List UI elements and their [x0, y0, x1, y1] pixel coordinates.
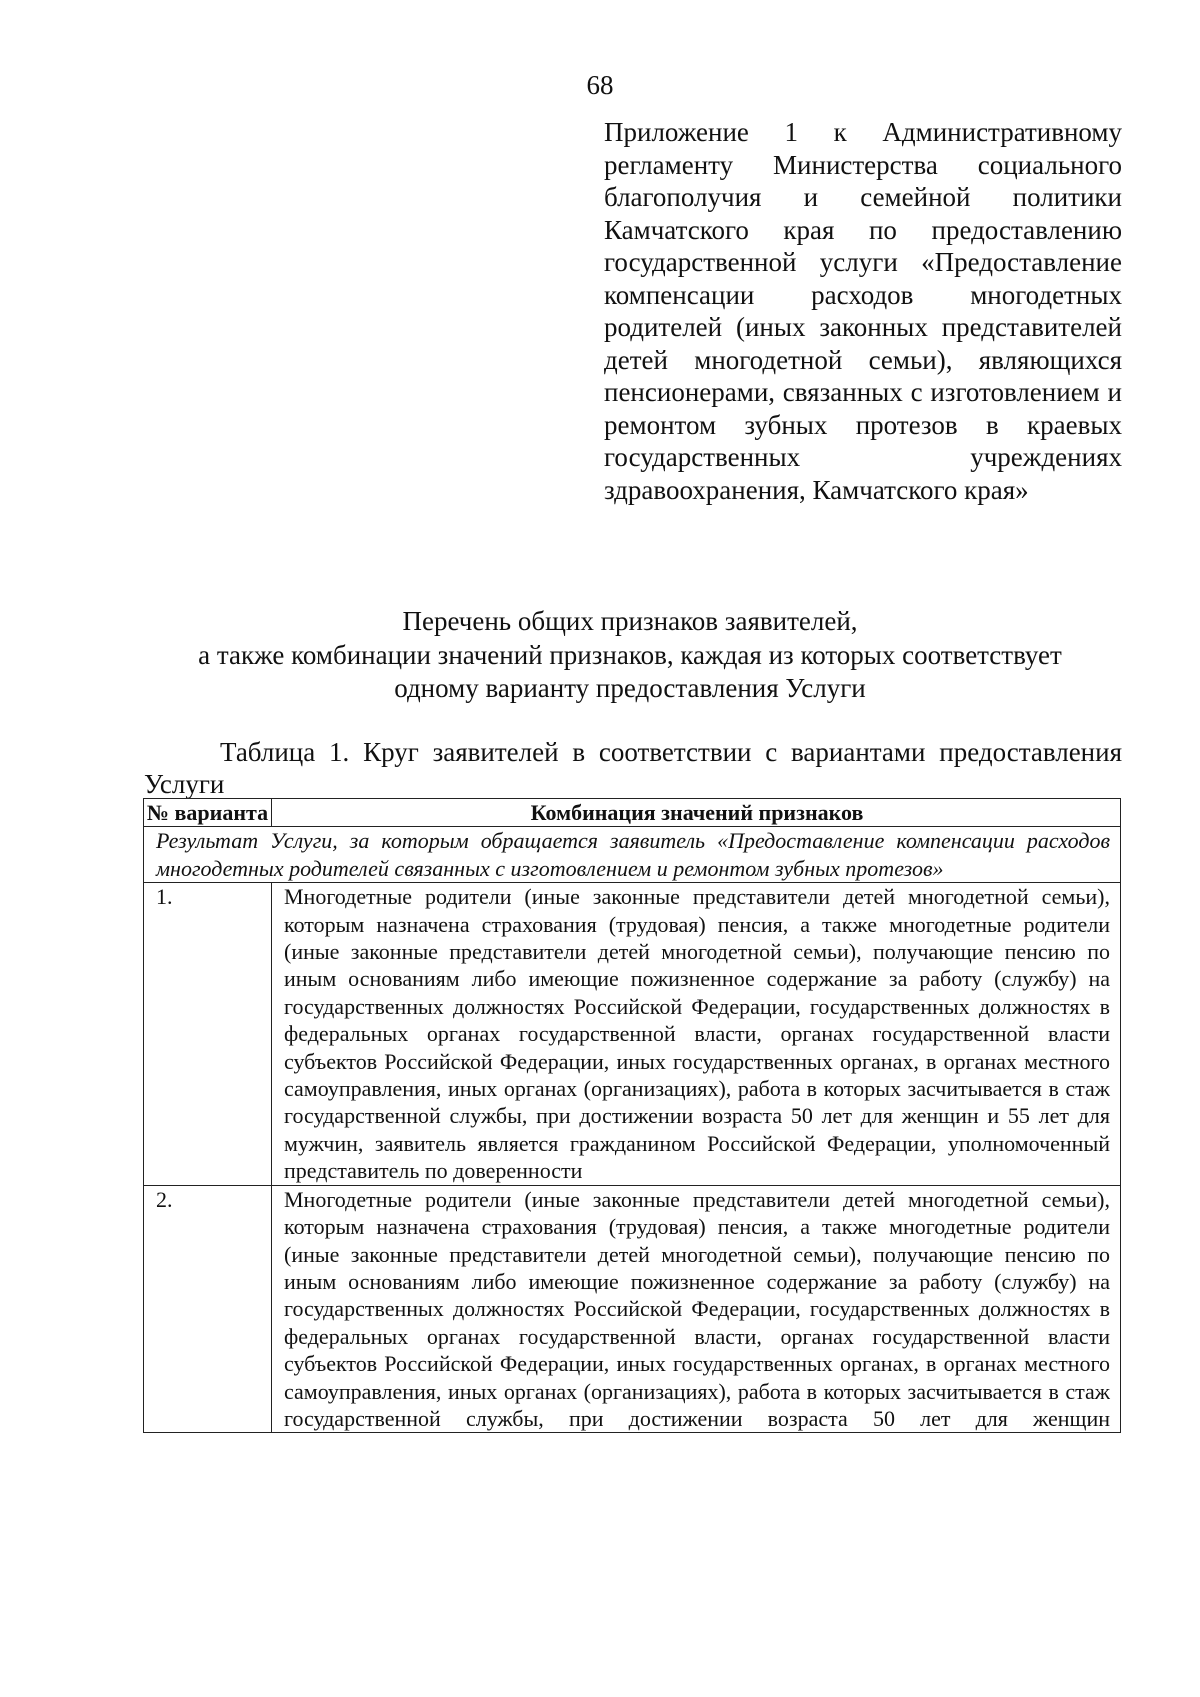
heading-line: Перечень общих признаков заявителей, [402, 606, 858, 636]
table-header-row [144, 799, 1121, 827]
heading-line: одному варианту предоставления Услуги [394, 673, 866, 703]
heading-line: а также комбинации значений признаков, каждая из которых соответствует [198, 639, 1062, 670]
header-variant-number: № варианта [144, 799, 272, 827]
variant-criteria: Многодетные родители (иные законные представители детей многодетной семьи), которым назначена страхования (трудовая) пенсия, а также многодетные родители (иные законные представители детей многодетной семьи), получающие пенсию по иным основаниям либо имеющие пожизненное содержание за работу (службу) на государственных должностях Российской Федерации, государственных должностях в федеральных органах государственной власти, органах государственной власти субъектов Российской Федерации, иных государственных органах, в органах местного самоуправления, иных органах (организациях), работа в которых засчитывается в стаж государственной службы, при достижении возраста 50 лет для женщин [272, 1185, 1121, 1433]
document-heading [140, 605, 1120, 706]
variant-criteria: Многодетные родители (иные законные представители детей многодетной семьи), которым назначена страхования (трудовая) пенсия, а также многодетные родители (иные законные представители детей многодетной семьи), получающие пенсию по иным основаниям либо имеющие пожизненное содержание за работу (службу) на государственных должностях Российской Федерации, государственных должностях в федеральных органах государственной власти, органах государственной власти субъектов Российской Федерации, иных государственных органах, в органах местного самоуправления, иных органах (организациях), работа в которых засчитывается в стаж государственной службы, при достижении возраста 50 лет для женщин и 55 лет для мужчин, заявитель является гражданином Российской Федерации, уполномоченный представитель по доверенности [272, 883, 1121, 1185]
variant-number: 2. [144, 1185, 272, 1433]
appendix-note: Приложение 1 к Административному регламенту Министерства социального благополучия и семейной политики Камчатского края по предоставлению государственной услуги «Предоставление компенсации расходов многодетных родителей (иных законных представителей детей многодетной семьи), являющихся пенсионерами, связанных с изготовлением и ремонтом зубных протезов в краевых государственных учреждениях здравоохранения, Камчатского края» [604, 117, 1122, 505]
service-result: Результат Услуги, за которым обращается заявитель «Предоставление компенсации расходов многодетных родителей связанных с изготовлением и ремонтом зубных протезов» [144, 827, 1121, 883]
result-row [144, 827, 1121, 883]
applicants-table [143, 798, 1121, 1433]
table-row [144, 883, 1121, 1185]
header-combination: Комбинация значений признаков [272, 799, 1121, 827]
page-number: 68 [586, 70, 614, 100]
table-caption: Таблица 1. Круг заявителей в соответствии с вариантами предоставления Услуги [144, 737, 1122, 799]
table-row [144, 1185, 1121, 1433]
variant-number: 1. [144, 883, 272, 1185]
